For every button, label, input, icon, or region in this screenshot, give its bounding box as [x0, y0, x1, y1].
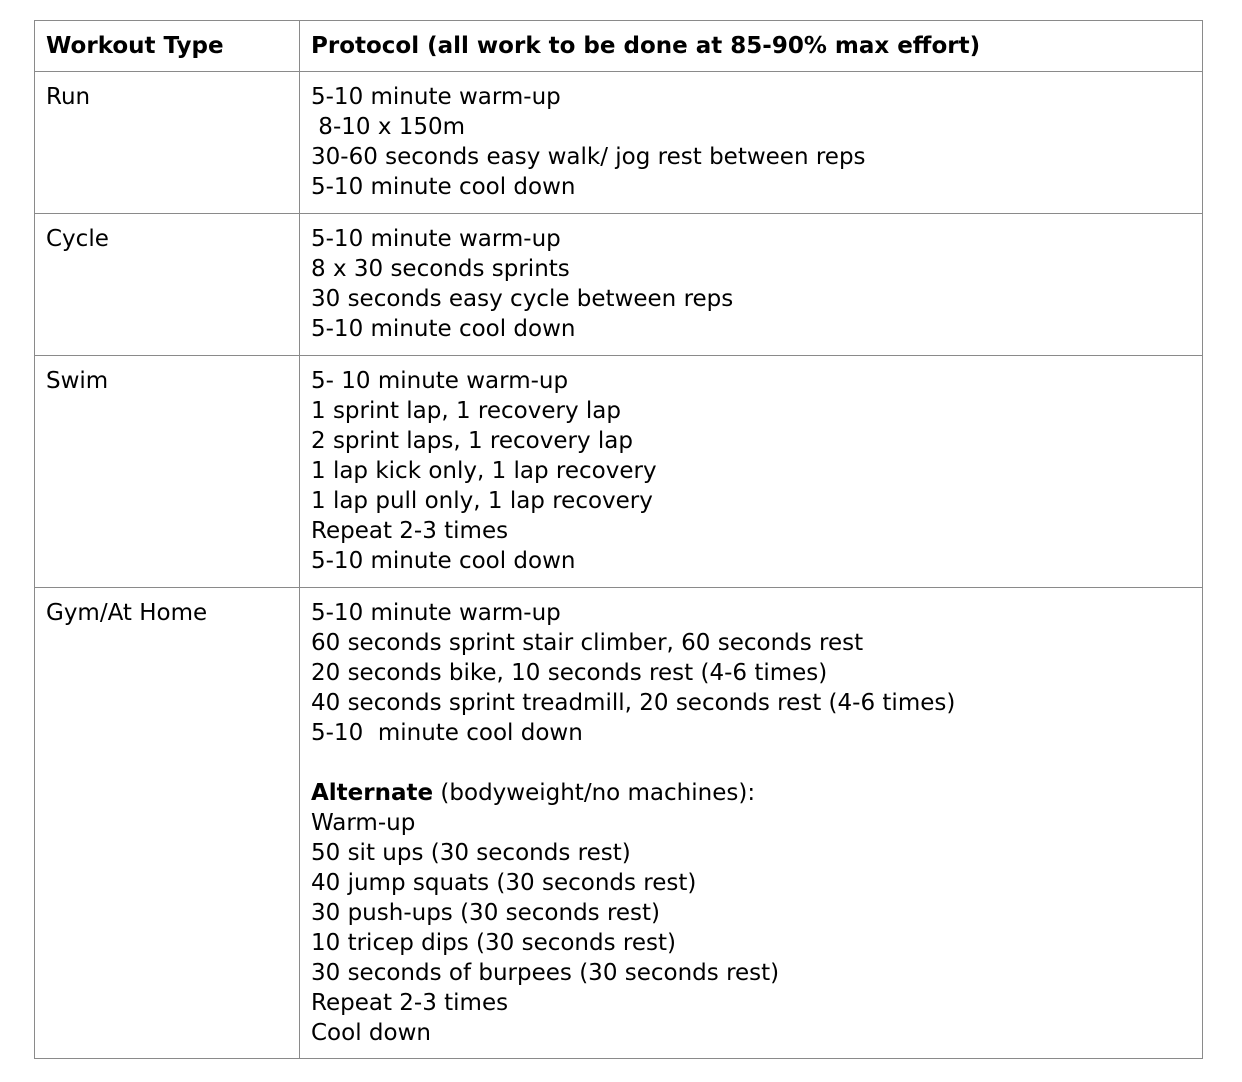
protocol-cell — [300, 72, 1203, 214]
protocol-line: 2 sprint laps, 1 recovery lap — [311, 428, 633, 454]
workout-type-cell: Cycle — [35, 214, 300, 356]
protocol-line: Cool down — [311, 1020, 431, 1046]
protocol-cell — [300, 356, 1203, 588]
header-workout-type: Workout Type — [35, 21, 300, 72]
protocol-cell — [300, 588, 1203, 1059]
workout-type-cell: Run — [35, 72, 300, 214]
protocol-line: 5-10 minute warm-up — [311, 84, 561, 110]
protocol-line: 30 push-ups (30 seconds rest) — [311, 900, 661, 926]
protocol-line: 1 sprint lap, 1 recovery lap — [311, 398, 621, 424]
protocol-line: 40 jump squats (30 seconds rest) — [311, 870, 697, 896]
protocol-line: 50 sit ups (30 seconds rest) — [311, 840, 631, 866]
protocol-line: 5-10 minute warm-up — [311, 226, 561, 252]
protocol-line: Warm-up — [311, 810, 416, 836]
alternate-label: Alternate — [311, 780, 434, 806]
protocol-line: 1 lap kick only, 1 lap recovery — [311, 458, 657, 484]
header-protocol: Protocol (all work to be done at 85-90% max effort) — [300, 21, 1203, 72]
alternate-heading — [311, 778, 1192, 808]
protocol-line: Repeat 2-3 times — [311, 990, 509, 1016]
table-row-run — [35, 72, 1203, 214]
protocol-line: 30-60 seconds easy walk/ jog rest between reps — [311, 144, 866, 170]
protocol-line: 8-10 x 150m — [311, 114, 466, 140]
protocol-line: 60 seconds sprint stair climber, 60 seconds rest — [311, 630, 864, 656]
workout-type-cell: Gym/At Home — [35, 588, 300, 1059]
protocol-line: 10 tricep dips (30 seconds rest) — [311, 930, 676, 956]
protocol-line: 40 seconds sprint treadmill, 20 seconds rest (4-6 times) — [311, 690, 956, 716]
protocol-line: 5-10 minute cool down — [311, 316, 576, 342]
table-row-gym-at-home — [35, 588, 1203, 1059]
protocol-line: Repeat 2-3 times — [311, 518, 509, 544]
protocol-line: 5-10 minute cool down — [311, 548, 576, 574]
table-row-cycle — [35, 214, 1203, 356]
protocol-line: 5-10 minute cool down — [311, 174, 576, 200]
protocol-line: 5- 10 minute warm-up — [311, 368, 569, 394]
table-row-swim — [35, 356, 1203, 588]
protocol-line: 5-10 minute cool down — [311, 720, 583, 746]
protocol-line: 5-10 minute warm-up — [311, 600, 561, 626]
workout-type-cell: Swim — [35, 356, 300, 588]
header-row — [35, 21, 1203, 72]
protocol-line: 8 x 30 seconds sprints — [311, 256, 570, 282]
protocol-line: 30 seconds of burpees (30 seconds rest) — [311, 960, 780, 986]
protocol-line: 20 seconds bike, 10 seconds rest (4-6 times) — [311, 660, 828, 686]
protocol-line: 1 lap pull only, 1 lap recovery — [311, 488, 653, 514]
alternate-note: (bodyweight/no machines): — [433, 780, 756, 806]
protocol-cell — [300, 214, 1203, 356]
protocol-line: 30 seconds easy cycle between reps — [311, 286, 734, 312]
workout-protocol-table — [34, 20, 1203, 1059]
spacer — [311, 748, 1192, 778]
